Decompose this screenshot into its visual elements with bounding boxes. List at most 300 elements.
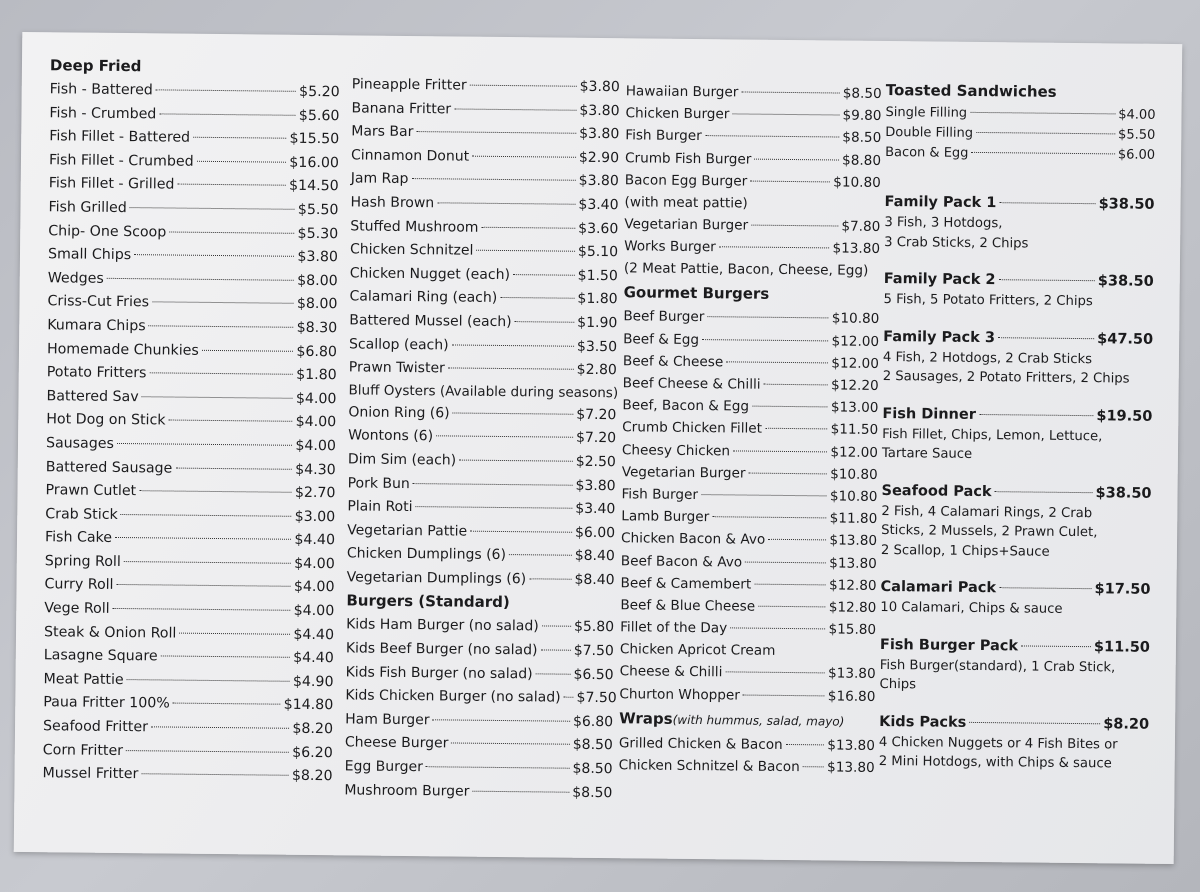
item-name: Cheesy Chicken xyxy=(621,441,731,460)
item-name: Beef Cheese & Chilli xyxy=(622,375,761,393)
dot-leader xyxy=(156,89,296,91)
item-price: $6.00 xyxy=(574,524,616,541)
item-price: $3.50 xyxy=(576,338,618,355)
item-price: $8.30 xyxy=(296,319,338,337)
menu-item xyxy=(349,286,617,312)
item-name: Beef & Blue Cheese xyxy=(620,597,756,615)
item-price: $1.50 xyxy=(577,267,618,284)
dot-leader xyxy=(764,384,829,386)
item-name: Cheese & Chilli xyxy=(619,663,723,681)
dot-leader xyxy=(751,225,838,227)
dot-leader xyxy=(451,743,569,745)
menu-item xyxy=(48,267,338,294)
item-price: $4.40 xyxy=(294,532,336,549)
works-burger-note: (2 Meat Pattie, Bacon, Cheese, Egg) xyxy=(623,260,869,280)
item-name: Vegetarian Burger xyxy=(624,216,749,234)
item-price: $6.00 xyxy=(1117,147,1156,163)
item-name: Fish Fillet - Grilled xyxy=(48,175,175,193)
item-name: Churton Whopper xyxy=(619,685,740,704)
burgers-standard-list xyxy=(344,614,617,806)
pack-description: 4 Chicken Nuggets or 4 Fish Bites or 2 Mini Hotdogs, with Chips & sauce xyxy=(878,734,1118,772)
pack-entry xyxy=(881,479,1152,562)
item-price: $38.50 xyxy=(1097,273,1154,290)
burgers-column xyxy=(619,80,882,779)
menu-item xyxy=(46,409,336,436)
item-name: Battered Sav xyxy=(46,387,139,405)
menu-item xyxy=(350,215,618,241)
menu-item xyxy=(43,668,333,695)
menu-item xyxy=(346,637,614,663)
menu-item xyxy=(625,102,881,127)
menu-item xyxy=(49,149,339,176)
item-name: Onion Ring (6) xyxy=(348,404,450,422)
dot-leader xyxy=(745,561,826,563)
item-name: Fish Burger xyxy=(625,127,702,145)
pack-entry xyxy=(882,402,1153,466)
item-price: $13.80 xyxy=(829,555,877,572)
menu-item xyxy=(352,73,620,99)
pack-heading xyxy=(881,479,1151,504)
item-name: Chicken Bacon & Avo xyxy=(620,530,766,549)
menu-item xyxy=(349,333,617,359)
item-price: $6.80 xyxy=(296,343,338,360)
misc-list-2 xyxy=(347,401,617,593)
item-price: $7.20 xyxy=(575,430,617,447)
dot-leader xyxy=(179,632,290,634)
item-price: $4.00 xyxy=(295,437,337,455)
item-name: Beef & Cheese xyxy=(622,353,724,371)
toasted-list xyxy=(885,103,1156,166)
item-price: $7.50 xyxy=(576,690,617,707)
pack-description: 5 Fish, 5 Potato Fritters, 2 Chips xyxy=(883,291,1093,310)
menu-item xyxy=(620,572,876,597)
dot-leader xyxy=(725,672,825,674)
dot-leader xyxy=(509,554,572,556)
dot-leader xyxy=(151,726,289,728)
burgers-list xyxy=(625,80,882,194)
dot-leader xyxy=(515,321,575,323)
menu-item xyxy=(350,262,618,288)
item-name: Fish - Battered xyxy=(49,81,153,99)
item-name: Prawn Twister xyxy=(348,359,445,377)
item-price: $2.50 xyxy=(575,453,616,471)
menu-item xyxy=(885,123,1155,146)
item-name: Hash Brown xyxy=(350,194,435,212)
item-price: $8.50 xyxy=(572,784,613,801)
item-price: $1.90 xyxy=(577,314,618,332)
item-name: Double Filling xyxy=(885,124,974,141)
item-name: Plain Roti xyxy=(347,498,413,516)
pack-heading xyxy=(882,402,1152,427)
dot-leader xyxy=(121,514,292,517)
dot-leader xyxy=(754,584,826,586)
item-name: Sausages xyxy=(45,435,115,452)
dot-leader xyxy=(803,766,824,767)
item-name: Kids Beef Burger (no salad) xyxy=(345,640,538,659)
item-name: Potato Fritters xyxy=(46,364,147,382)
pack-entry xyxy=(883,268,1153,312)
dot-leader xyxy=(453,412,574,414)
item-price: $13.80 xyxy=(832,240,881,258)
dot-leader xyxy=(481,226,575,228)
item-price: $13.80 xyxy=(827,737,875,754)
dot-leader xyxy=(472,155,576,157)
item-price: $8.20 xyxy=(291,768,333,785)
pack-heading xyxy=(884,191,1154,216)
item-price: $4.00 xyxy=(1118,107,1156,123)
item-name: Pineapple Fritter xyxy=(351,76,467,94)
item-price: $1.80 xyxy=(577,291,618,308)
pack-entry xyxy=(884,191,1155,255)
menu-item xyxy=(46,456,336,483)
dot-leader xyxy=(173,703,281,705)
dot-leader xyxy=(749,472,828,474)
item-name: Dim Sim (each) xyxy=(347,451,457,469)
item-name: Vege Roll xyxy=(44,600,110,617)
dot-leader xyxy=(117,584,291,587)
menu-item xyxy=(347,543,615,569)
menu-item xyxy=(350,239,618,265)
menu-item xyxy=(44,597,334,624)
dot-leader xyxy=(149,325,294,328)
item-name: Beef & Camembert xyxy=(620,575,752,593)
toasted-sandwiches-heading: Toasted Sandwiches xyxy=(885,80,1057,101)
packs-list xyxy=(879,191,1155,774)
menu-item xyxy=(621,483,877,508)
menu-item xyxy=(622,439,878,464)
dot-leader xyxy=(999,279,1095,281)
menu-item xyxy=(624,235,880,260)
burgers-standard-heading: Burgers (Standard) xyxy=(346,591,510,612)
item-name: Steak & Onion Roll xyxy=(43,623,177,642)
menu-item xyxy=(47,314,337,341)
pack-description: 2 Fish, 4 Calamari Rings, 2 Crab Sticks, 2 Mussels, 2 Prawn Culet, 2 Scallop, 1 Chips+Sauce xyxy=(880,503,1098,560)
dot-leader xyxy=(702,339,828,341)
dot-leader xyxy=(971,152,1114,155)
menu-item xyxy=(351,168,619,194)
dot-leader xyxy=(426,766,570,769)
dot-leader xyxy=(732,114,839,116)
dot-leader xyxy=(768,539,826,541)
item-price: $17.50 xyxy=(1094,581,1151,598)
item-price: $5.10 xyxy=(577,243,619,261)
dot-leader xyxy=(152,302,294,304)
dot-leader xyxy=(141,773,289,776)
item-name: Fish Fillet - Crumbed xyxy=(48,152,194,170)
gourmet-burgers-heading: Gourmet Burgers xyxy=(623,283,770,304)
item-name: Curry Roll xyxy=(44,576,114,594)
item-name: Cheese Burger xyxy=(344,734,449,752)
dot-leader xyxy=(707,317,828,319)
item-price: $11.50 xyxy=(830,421,879,439)
item-name: Paua Fritter 100% xyxy=(43,694,170,712)
menu-item xyxy=(347,495,615,521)
item-name: Single Filling xyxy=(885,104,968,121)
dot-leader xyxy=(130,207,295,210)
item-price: $5.50 xyxy=(1118,127,1156,143)
dot-leader xyxy=(712,516,826,518)
dot-leader xyxy=(741,91,839,93)
item-price: $8.40 xyxy=(574,548,615,565)
dot-leader xyxy=(436,436,573,438)
dot-leader xyxy=(149,372,293,375)
item-name: Beef, Bacon & Egg xyxy=(622,397,750,415)
dot-leader xyxy=(193,137,286,139)
item-price: $1.80 xyxy=(296,366,337,384)
item-price: $3.40 xyxy=(578,196,619,214)
dot-leader xyxy=(786,744,825,745)
menu-sheet xyxy=(14,32,1183,864)
menu-item xyxy=(45,503,335,530)
dot-leader xyxy=(754,158,839,160)
item-price: $7.80 xyxy=(841,218,881,235)
dot-leader xyxy=(500,297,574,299)
menu-item xyxy=(351,144,619,170)
item-name: Scallop (each) xyxy=(348,335,449,353)
menu-item xyxy=(42,762,332,789)
item-price: $2.80 xyxy=(576,361,617,379)
item-name: Seafood Fritter xyxy=(42,718,149,736)
item-price: $12.80 xyxy=(828,577,877,594)
dot-leader xyxy=(529,578,571,579)
menu-item xyxy=(349,357,617,383)
item-price: $5.30 xyxy=(297,225,339,242)
item-name: Vegetarian Dumplings (6) xyxy=(346,569,527,588)
dot-leader xyxy=(536,673,571,674)
menu-item xyxy=(45,479,335,506)
item-name: Fish - Crumbed xyxy=(49,104,157,122)
dot-leader xyxy=(411,178,575,181)
menu-item xyxy=(345,708,613,734)
item-name: Calamari Pack xyxy=(880,578,997,597)
menu-item xyxy=(43,692,333,719)
menu-item xyxy=(49,125,339,152)
menu-item xyxy=(46,385,336,412)
item-price: $12.00 xyxy=(831,333,880,350)
dot-leader xyxy=(452,344,574,346)
menu-item xyxy=(625,125,881,150)
dot-leader xyxy=(124,561,291,564)
item-name: Beef Bacon & Avo xyxy=(620,552,743,571)
item-price: $3.80 xyxy=(579,78,620,96)
item-price: $38.50 xyxy=(1095,484,1152,502)
misc-list xyxy=(349,73,620,383)
item-price: $5.60 xyxy=(298,107,340,124)
menu-item xyxy=(621,505,877,530)
menu-item xyxy=(45,526,335,553)
item-price: $13.80 xyxy=(829,532,878,550)
item-price: $4.40 xyxy=(293,650,334,667)
menu-item xyxy=(350,191,618,217)
item-name: Kumara Chips xyxy=(47,317,146,335)
menu-item xyxy=(351,97,619,123)
item-name: Mars Bar xyxy=(351,123,414,141)
dot-leader xyxy=(999,202,1095,204)
item-price: $10.80 xyxy=(829,488,878,505)
burgers-list-2 xyxy=(624,213,880,260)
item-price: $10.80 xyxy=(831,310,880,328)
dot-leader xyxy=(970,112,1115,115)
dot-leader xyxy=(765,428,828,430)
menu-item xyxy=(48,196,338,223)
dot-leader xyxy=(726,361,828,363)
item-price: $12.00 xyxy=(831,355,879,372)
item-price: $13.80 xyxy=(827,665,876,683)
item-name: Bacon Egg Burger xyxy=(624,172,748,190)
item-name: Egg Burger xyxy=(344,758,424,776)
item-name: Fish Fillet - Battered xyxy=(49,128,191,146)
item-price: $14.50 xyxy=(288,178,339,195)
item-price: $12.20 xyxy=(831,377,879,394)
item-name: Vegetarian Pattie xyxy=(347,522,468,540)
item-price: $10.80 xyxy=(830,466,878,483)
dot-leader xyxy=(752,406,828,408)
item-price: $6.80 xyxy=(572,713,614,731)
menu-item xyxy=(623,372,879,397)
item-price: $8.40 xyxy=(574,571,615,589)
item-name: Prawn Cutlet xyxy=(45,482,137,500)
menu-item xyxy=(622,394,878,419)
item-name: Chicken Schnitzel xyxy=(349,241,474,259)
item-price: $4.30 xyxy=(295,461,336,478)
menu-item xyxy=(47,291,337,318)
dot-leader xyxy=(564,697,574,698)
packs-column xyxy=(879,79,1156,774)
dot-leader xyxy=(197,161,287,163)
item-name: Jam Rap xyxy=(350,170,409,188)
item-name: Works Burger xyxy=(624,238,716,256)
dot-leader xyxy=(730,628,825,630)
pack-heading xyxy=(883,325,1153,350)
item-price: $8.00 xyxy=(297,272,338,290)
pack-description: 3 Fish, 3 Hotdogs, 3 Crab Sticks, 2 Chips xyxy=(884,214,1029,251)
item-price: $9.80 xyxy=(842,107,882,125)
dot-leader xyxy=(169,420,293,422)
item-price: $8.20 xyxy=(1103,715,1150,733)
menu-item xyxy=(347,519,615,545)
item-price: $15.80 xyxy=(828,621,877,639)
menu-item xyxy=(45,550,335,577)
item-name: Meat Pattie xyxy=(43,671,124,688)
item-name: Fish Dinner xyxy=(882,405,976,423)
item-price: $5.20 xyxy=(299,83,340,101)
item-name: Crab Stick xyxy=(45,505,118,523)
item-price: $3.60 xyxy=(578,220,619,237)
menu-item xyxy=(620,594,876,619)
menu-item xyxy=(619,683,875,708)
item-price: $16.80 xyxy=(827,688,876,705)
pack-description: Fish Burger(standard), 1 Crab Stick, Chips xyxy=(879,657,1116,693)
item-name: Fish Burger Pack xyxy=(879,636,1019,654)
item-name: Hawaiian Burger xyxy=(625,83,739,101)
item-name: Chicken Nugget (each) xyxy=(349,265,511,283)
item-price: $8.50 xyxy=(842,85,882,102)
dot-leader xyxy=(169,231,294,233)
dot-leader xyxy=(995,491,1093,493)
item-price: $3.40 xyxy=(575,500,616,518)
dot-leader xyxy=(175,467,292,469)
item-price: $15.50 xyxy=(289,130,340,148)
item-price: $2.90 xyxy=(578,149,620,166)
menu-item xyxy=(351,121,619,147)
item-price: $3.80 xyxy=(575,477,616,494)
dot-leader xyxy=(413,483,573,486)
item-price: $12.80 xyxy=(828,599,877,616)
dot-leader xyxy=(999,587,1092,589)
item-price: $7.20 xyxy=(576,406,617,423)
meat-pattie-note: (with meat pattie) xyxy=(624,194,748,212)
dot-leader xyxy=(177,184,286,186)
pack-entry xyxy=(879,633,1150,697)
dot-leader xyxy=(448,368,574,370)
item-name: Fish Cake xyxy=(44,529,113,547)
item-price: $16.00 xyxy=(289,154,340,172)
menu-item xyxy=(625,169,881,194)
deep-fried-list xyxy=(42,78,339,789)
item-price: $13.00 xyxy=(830,399,879,417)
dot-leader xyxy=(454,108,576,110)
dot-leader xyxy=(976,132,1115,134)
item-name: Kids Packs xyxy=(879,713,967,731)
item-name: Ham Burger xyxy=(345,711,430,729)
menu-item xyxy=(348,425,616,451)
menu-item xyxy=(626,80,882,105)
item-name: Beef & Egg xyxy=(623,330,700,348)
item-price: $11.80 xyxy=(829,510,878,528)
dot-leader xyxy=(719,246,830,248)
dot-leader xyxy=(161,656,291,658)
item-price: $4.00 xyxy=(295,390,337,407)
dot-leader xyxy=(701,494,827,496)
item-name: Stuffed Mushroom xyxy=(350,217,479,236)
dot-leader xyxy=(117,443,292,446)
dot-leader xyxy=(476,250,575,252)
menu-item xyxy=(49,102,339,129)
menu-item xyxy=(44,621,334,648)
item-name: Mushroom Burger xyxy=(344,781,470,800)
item-price: $14.80 xyxy=(283,697,334,714)
menu-item xyxy=(344,779,612,805)
pack-heading xyxy=(879,710,1149,735)
item-name: Spring Roll xyxy=(44,553,121,570)
item-name: Pork Bun xyxy=(347,474,410,492)
pack-description: Fish Fillet, Chips, Lemon, Lettuce, Tartare Sauce xyxy=(881,426,1103,462)
item-name: Crumb Fish Burger xyxy=(624,149,752,168)
wraps-list xyxy=(619,732,875,779)
menu-item xyxy=(623,306,879,331)
pack-description: 4 Fish, 2 Hotdogs, 2 Crab Sticks 2 Sausages, 2 Potato Fritters, 2 Chips xyxy=(882,349,1130,387)
menu-item xyxy=(47,361,337,388)
menu-item xyxy=(346,614,614,640)
wraps-heading xyxy=(619,707,875,733)
item-name: Corn Fritter xyxy=(42,741,124,759)
wraps-title: Wraps xyxy=(619,709,673,728)
item-name: Small Chips xyxy=(47,246,132,264)
item-name: Chicken Schnitzel & Bacon xyxy=(618,757,800,776)
menu-item xyxy=(622,417,878,442)
dot-leader xyxy=(416,506,573,509)
menu-item xyxy=(46,432,336,459)
dot-leader xyxy=(127,679,290,682)
item-price: $8.00 xyxy=(296,296,338,313)
menu-item xyxy=(347,472,615,498)
menu-item xyxy=(623,328,879,353)
pack-heading xyxy=(884,268,1154,293)
menu-item xyxy=(885,143,1155,166)
dot-leader xyxy=(979,413,1094,415)
item-name: Family Pack 3 xyxy=(883,328,996,346)
item-name: Family Pack 2 xyxy=(883,270,996,289)
